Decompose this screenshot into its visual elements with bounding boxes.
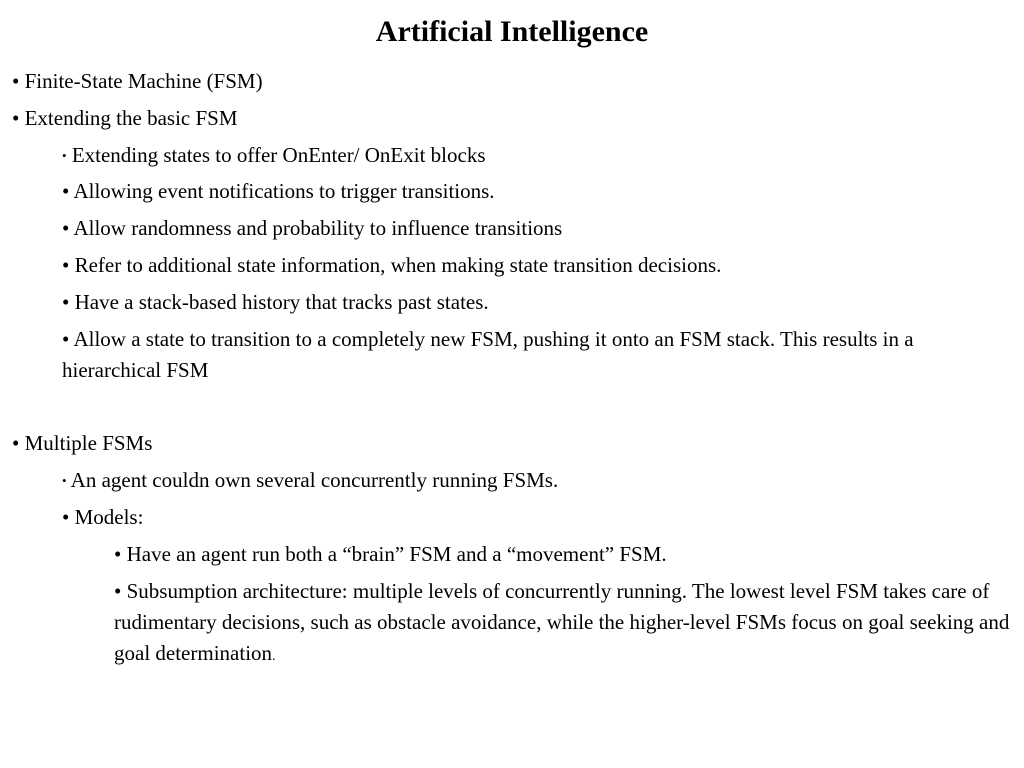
bullet-icon: • — [114, 579, 122, 603]
bullet-icon: • — [62, 216, 70, 240]
bullet-icon: • — [62, 505, 70, 529]
sub-bullet-additional — [62, 250, 1012, 281]
bullet-icon: • — [62, 253, 70, 277]
sub-bullet-onenter — [62, 140, 1012, 171]
bullet-icon: • — [62, 290, 70, 314]
bullet-icon: • — [62, 327, 70, 351]
sub-bullet-history — [62, 287, 1012, 318]
bullet-trailing-period: . — [272, 649, 276, 664]
bullet-text: Allow randomness and probability to influence transitions — [73, 216, 563, 240]
slide-title: Artificial Intelligence — [375, 15, 649, 48]
sub-bullet-hierarchical — [62, 324, 1012, 386]
bullet-text: Multiple FSMs — [24, 431, 153, 455]
sub-sub-bullet-brain — [114, 539, 1014, 570]
bullet-text: An agent couldn own several concurrently running FSMs. — [70, 468, 559, 492]
bullet-icon: • — [62, 179, 70, 203]
bullet-text: Refer to additional state information, when making state transition decisions. — [74, 253, 722, 277]
sub-bullet-agent — [62, 465, 1012, 496]
sub-bullet-models — [62, 502, 1012, 533]
sub-bullet-random — [62, 213, 1012, 244]
bullet-text: Finite-State Machine (FSM) — [24, 69, 263, 93]
bullet-icon: • — [114, 542, 122, 566]
bullet-text: Extending states to offer OnEnter/ OnExit blocks — [71, 143, 486, 167]
sub-sub-bullet-subsumption — [114, 576, 1014, 672]
bullet-text: Subsumption architecture: multiple levels of concurrently running. The lowest level FSM takes care of rudimentary decisions, such as obstacle avoidance, while the higher-level FSMs focus on goal seeking and goal determination — [114, 579, 1010, 665]
bullet-text: Allow a state to transition to a completely new FSM, pushing it onto an FSM stack. This results in a hierarchical FSM — [62, 327, 914, 382]
bullet-text: Allowing event notifications to trigger transitions. — [73, 179, 495, 203]
bullet-text: Extending the basic FSM — [24, 106, 238, 130]
bullet-multiple — [12, 428, 1012, 459]
bullet-text: Have an agent run both a “brain” FSM and a “movement” FSM. — [126, 542, 667, 566]
bullet-extending — [12, 103, 1012, 134]
bullet-icon: • — [12, 106, 20, 130]
bullet-icon: • — [12, 69, 20, 93]
bullet-text: Have a stack-based history that tracks past states. — [74, 290, 489, 314]
bullet-icon: • — [12, 431, 20, 455]
bullet-text: Models: — [74, 505, 144, 529]
sub-bullet-events — [62, 176, 1012, 207]
bullet-icon: • — [62, 148, 67, 163]
bullet-fsm — [12, 66, 1012, 97]
bullet-icon: • — [62, 473, 67, 488]
